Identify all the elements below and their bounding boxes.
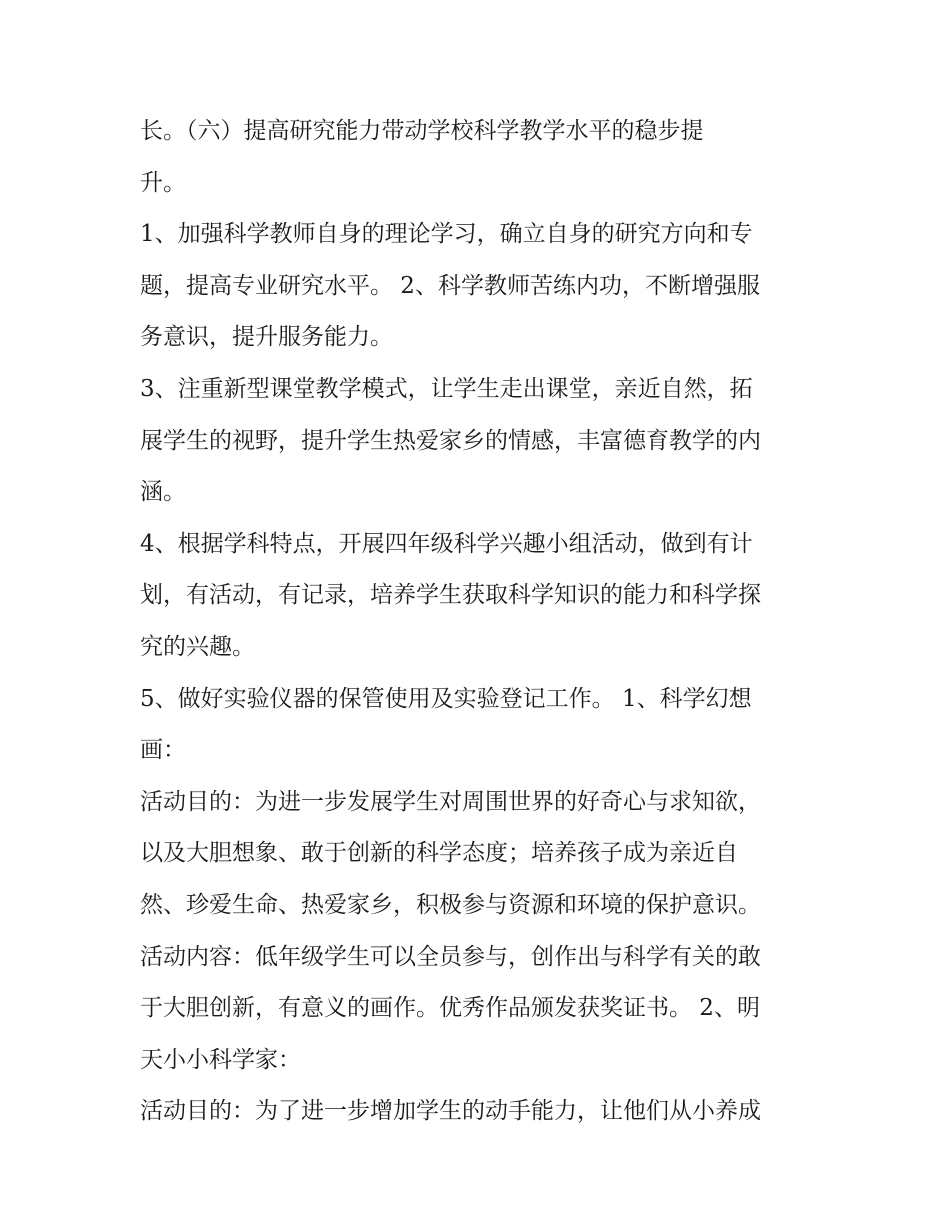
text-line: 3、注重新型课堂教学模式，让学生走出课堂，亲近自然，拓 [140,375,753,402]
text-line: 展学生的视野，提升学生热爱家乡的情感，丰富德育教学的内 [140,427,761,454]
text-line: 活动内容：低年级学生可以全员参与，创作出与科学有关的敢 [140,943,761,970]
text-line: 4、根据学科特点，开展四年级科学兴趣小组活动，做到有计 [140,530,753,557]
text-line: 5、做好实验仪器的保管使用及实验登记工作。 1、科学幻想 [140,685,752,712]
text-line: 活动目的：为进一步发展学生对周围世界的好奇心与求知欲， [140,788,761,815]
text-line: 题，提高专业研究水平。 2、科学教师苦练内功，不断增强服 [140,272,760,299]
text-line: 活动目的：为了进一步增加学生的动手能力，让他们从小养成 [140,1098,761,1125]
text-line: 画： [140,737,186,764]
text-line: 以及大胆想象、敢于创新的科学态度；培养孩子成为亲近自 [140,840,738,867]
text-line: 长。（六）提高研究能力带动学校科学教学水平的稳步提 [140,118,704,144]
text-line: 于大胆创新，有意义的画作。优秀作品颁发获奖证书。 2、明 [140,995,760,1022]
text-line: 升。 [140,169,186,196]
text-line: 然、珍爱生命、热爱家乡，积极参与资源和环境的保护意识。 [140,891,761,918]
text-line: 涵。 [140,479,186,506]
text-line: 天小小科学家： [140,1046,301,1073]
text-line: 划，有活动，有记录，培养学生获取科学知识的能力和科学探 [140,582,761,609]
text-line: 究的兴趣。 [140,633,255,660]
text-line: 1、加强科学教师自身的理论学习，确立自身的研究方向和专 [140,221,753,248]
text-line: 务意识，提升服务能力。 [140,324,393,351]
document-body [140,106,825,1138]
